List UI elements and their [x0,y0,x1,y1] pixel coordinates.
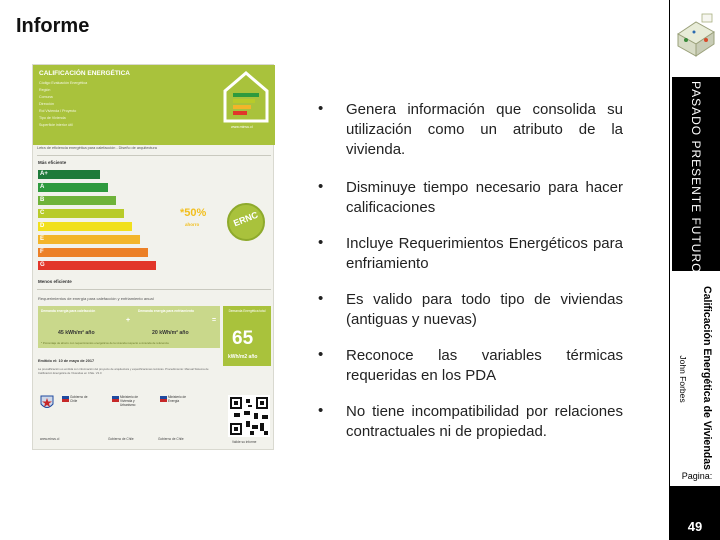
total-demand-label: Demanda Energética total [228,309,266,313]
heating-demand-value: 45 kWh/m² año [58,330,95,336]
label-header [33,65,275,145]
ernc-badge-text: ERNC [232,209,260,229]
bullet-icon: • [318,178,324,195]
savings-word: ahorro [185,222,200,227]
bullet-text: Genera información que consolida su utilización como un atributo de la vivienda. [346,101,623,158]
total-demand-unit: kWh/m2 año [228,354,258,360]
flag-stripe-red [112,399,119,402]
grade-letter: A+ [40,171,48,177]
grade-letter: G [40,262,45,268]
grade-letter: C [40,210,45,216]
label-header-field: Tipo de Vivienda [39,116,66,120]
page-title: Informe [16,15,90,37]
divider [37,289,271,290]
logos-row [38,392,224,445]
qr-code-icon [228,395,270,437]
label-header-field: Región [39,88,51,92]
bullet-text: Reconoce las variables térmicas requeridas en los PDA [346,347,623,384]
logo-minvu: Ministerio de Vivienda y Urbanismo [120,395,139,407]
grade-bar [38,183,108,192]
grade-bar [38,222,132,231]
label-subtitle: Letra de eficiencia energética para calefacción - Diseño de arquitectura [37,146,157,150]
energy-rating-label [32,64,274,450]
requirements-title: Requerimientos de energía para calefacción y enfriamiento anual [38,296,154,301]
page-number: 49 [687,519,703,534]
logo-energia: Ministerio de Energía [168,395,187,403]
bullet-icon: • [318,234,324,251]
ernc-badge [227,203,265,241]
bullet-icon: • [318,346,324,363]
grade-bar [38,261,156,270]
label-header-field: Código Evaluación Energética [39,81,88,85]
total-demand-box [223,306,271,366]
heating-demand-label: Demanda energía para calefacción [41,309,96,313]
label-header-field: Superficie interior útil [39,123,73,127]
qr-caption: Valide su informe [232,440,257,444]
logo-caption: Gobierno de Chile [108,437,134,441]
cooling-demand-value: 20 kWh/m² año [152,330,189,336]
grade-bar [38,209,124,218]
bullet-text: No tiene incompatibilidad por relaciones contractuales ni de propiedad. [346,403,623,440]
label-header-title: CALIFICACIÓN ENERGÉTICA [39,70,130,77]
subject-title: Calificación Energética de Viviendas [701,285,713,471]
bullet-text: Disminuye tiempo necesario para hacer calificaciones [346,179,623,216]
issued-date: Emitido el: 10 de mayo de 2017 [38,359,95,363]
logo-caption: www.minvu.cl [40,437,60,441]
bullet-text: Incluye Requerimientos Energéticos para enfriamiento [346,235,623,272]
flag-stripe-red [160,399,167,402]
small-print: La precalificación es emitida con información del proyecto de arquitectura y especificaciones técnicas. Procedimiento: Manual Sistema de Calificación Energética de Viviendas en Chile. V2.0 [38,367,209,375]
sidebar-divider [669,0,670,540]
savings-percent: *50% [180,207,207,219]
grade-letter: A [40,184,45,190]
grade-letter: E [40,236,45,242]
grade-letter: F [40,249,44,255]
grade-bar [38,170,100,179]
plus-sign: + [126,317,131,324]
grade-bar [38,196,116,205]
bullet-icon: • [318,290,324,307]
house-icon [223,71,269,123]
equals-sign: = [212,317,217,324]
grade-letter: B [40,197,45,203]
requirements-footnote: * Porcentaje de ahorro con requerimientos energéticos de la vivienda respecto a vivienda de referencia [41,341,169,345]
label-header-field: Comuna [39,95,53,99]
logo-gobierno: Gobierno de Chile [70,395,88,403]
grade-bar [38,248,148,257]
total-demand-value: 65 [232,328,254,349]
requirements-box [38,306,220,348]
coat-of-arms-icon [40,394,54,412]
author-name: John Forbes [678,355,688,403]
cooling-demand-label: Demanda energía para enfriamiento [138,309,195,313]
bullet-text: Es valido para todo tipo de viviendas (antiguas y nuevas) [346,291,623,328]
label-header-field: Dirección [39,102,54,106]
house-model-icon [672,10,720,60]
divider [37,155,271,156]
logo-caption: Gobierno de Chile [158,437,184,441]
less-efficient-label: Menos eficiente [38,279,72,284]
bullet-icon: • [318,402,324,419]
timeline-banner [672,77,720,274]
bullet-icon: • [318,100,324,117]
more-efficient-label: Más eficiente [38,160,67,165]
grade-letter: D [40,223,45,229]
page-label: Pagina: [681,471,713,481]
grade-bar [38,235,140,244]
label-website: www.minvu.cl [231,125,253,129]
label-header-field: Rol Vivienda / Proyecto [39,109,77,113]
timeline-banner-text: PASADO PRESENTE FUTURO [689,81,703,274]
flag-stripe-red [62,399,69,402]
